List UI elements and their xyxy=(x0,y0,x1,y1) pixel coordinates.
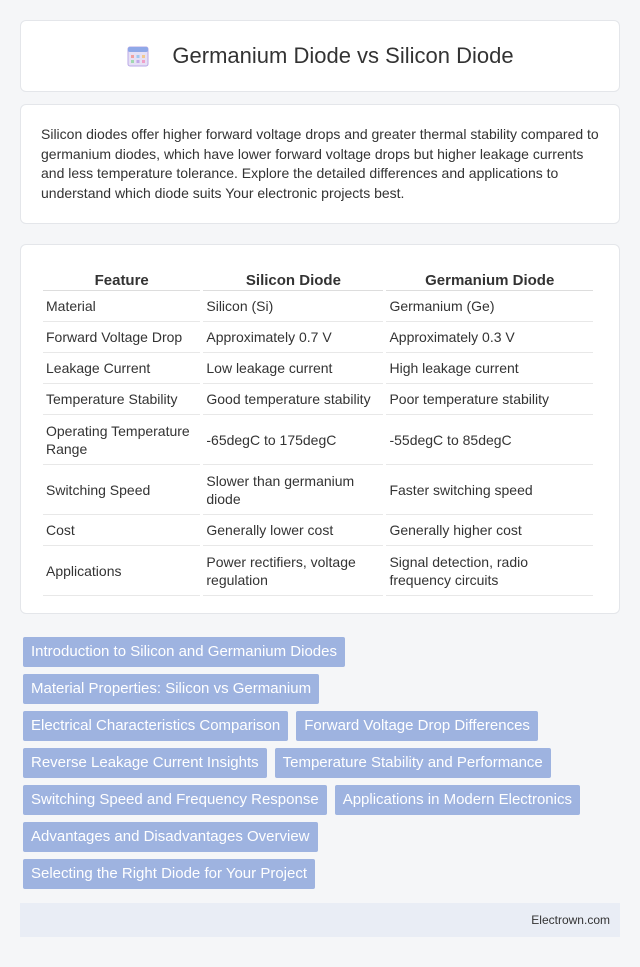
table-cell: Germanium (Ge) xyxy=(386,291,593,322)
table-cell: Low leakage current xyxy=(203,353,383,384)
table-cell: Generally higher cost xyxy=(386,515,593,546)
table-row xyxy=(43,291,593,322)
tag-link[interactable]: Applications in Modern Electronics xyxy=(335,785,580,815)
footer-site-link[interactable]: Electrown.com xyxy=(531,913,610,927)
header-germanium: Germanium Diode xyxy=(386,265,593,291)
table-cell: Approximately 0.7 V xyxy=(203,322,383,353)
table-cell: Generally lower cost xyxy=(203,515,383,546)
calendar-icon xyxy=(126,44,150,68)
table-cell: Leakage Current xyxy=(43,353,200,384)
table-cell: Slower than germanium diode xyxy=(203,465,383,515)
tag-link[interactable]: Electrical Characteristics Comparison xyxy=(23,711,288,741)
table-cell: High leakage current xyxy=(386,353,593,384)
tag-link[interactable]: Material Properties: Silicon vs Germanium xyxy=(23,674,319,704)
table-cell: Silicon (Si) xyxy=(203,291,383,322)
tag-link[interactable]: Selecting the Right Diode for Your Project xyxy=(23,859,315,889)
table-cell: -65degC to 175degC xyxy=(203,415,383,465)
tag-link[interactable]: Temperature Stability and Performance xyxy=(275,748,551,778)
tag-link[interactable]: Forward Voltage Drop Differences xyxy=(296,711,538,741)
topic-tags xyxy=(23,637,623,896)
intro-text: Silicon diodes offer higher forward voltage drops and greater thermal stability compared to germanium diodes, which have lower forward voltage drops but higher leakage currents and less temperature tolerance. Explore the detailed differences and applications to understand which diode suits Your electronic projects best. xyxy=(41,126,599,201)
tag-link[interactable]: Switching Speed and Frequency Response xyxy=(23,785,327,815)
table-cell: Approximately 0.3 V xyxy=(386,322,593,353)
table-cell: Applications xyxy=(43,546,200,596)
table-cell: Material xyxy=(43,291,200,322)
tag-link[interactable]: Introduction to Silicon and Germanium Diodes xyxy=(23,637,345,667)
table-cell: Temperature Stability xyxy=(43,384,200,415)
table-cell: Poor temperature stability xyxy=(386,384,593,415)
comparison-table xyxy=(40,265,596,596)
tag-link[interactable]: Reverse Leakage Current Insights xyxy=(23,748,267,778)
footer xyxy=(20,903,620,937)
tag-link[interactable]: Advantages and Disadvantages Overview xyxy=(23,822,318,852)
table-row xyxy=(43,546,593,596)
header-feature: Feature xyxy=(43,265,200,291)
table-cell: Cost xyxy=(43,515,200,546)
header-card xyxy=(20,20,620,92)
comparison-table-card xyxy=(20,244,620,614)
table-cell: Signal detection, radio frequency circuits xyxy=(386,546,593,596)
table-cell: Good temperature stability xyxy=(203,384,383,415)
table-row xyxy=(43,322,593,353)
table-cell: Forward Voltage Drop xyxy=(43,322,200,353)
page-title: Germanium Diode vs Silicon Diode xyxy=(172,43,514,68)
table-cell: Faster switching speed xyxy=(386,465,593,515)
header-silicon: Silicon Diode xyxy=(203,265,383,291)
table-cell: -55degC to 85degC xyxy=(386,415,593,465)
table-cell: Power rectifiers, voltage regulation xyxy=(203,546,383,596)
table-row xyxy=(43,465,593,515)
table-row xyxy=(43,384,593,415)
table-cell: Operating Temperature Range xyxy=(43,415,200,465)
table-row xyxy=(43,515,593,546)
table-row xyxy=(43,353,593,384)
intro-card xyxy=(20,104,620,224)
table-header-row xyxy=(43,265,593,291)
table-row xyxy=(43,415,593,465)
table-cell: Switching Speed xyxy=(43,465,200,515)
